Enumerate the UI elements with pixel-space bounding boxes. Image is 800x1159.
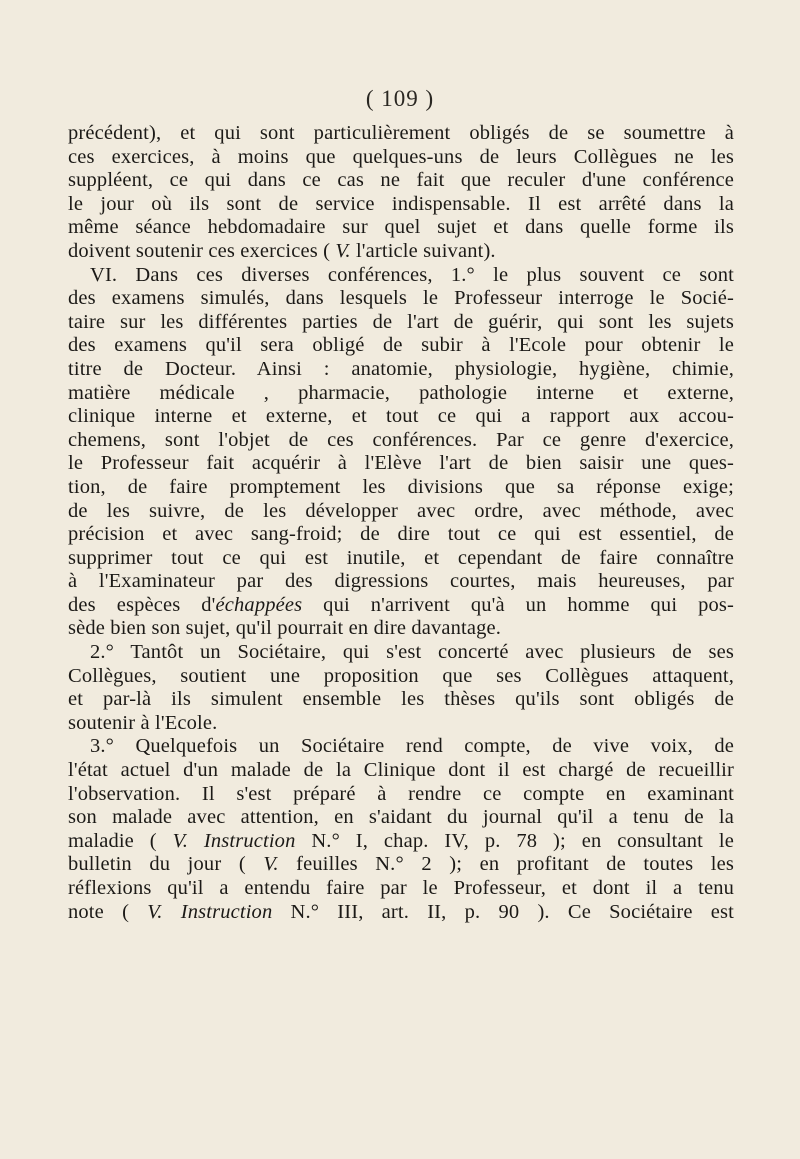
- body-text: [68, 122, 734, 924]
- text-line: maladie ( V. Instruction N.° I, chap. IV, p. 78 ); en consultant le: [68, 829, 734, 852]
- reference-title: Instruction: [180, 900, 273, 923]
- text-line: des examens qu'il sera obligé de subir à l'Ecole pour obtenir le: [68, 334, 734, 357]
- text-line: tion, de faire promptement les divisions que sa réponse exige;: [68, 475, 734, 498]
- text-line: des examens simulés, dans lesquels le Professeur interroge le Socié-: [68, 287, 734, 310]
- text-line: 2.° Tantôt un Sociétaire, qui s'est concerté avec plusieurs de ses: [90, 641, 734, 664]
- text-line: même séance hebdomadaire sur quel sujet et dans quelle forme ils: [68, 216, 734, 239]
- text-line: matière médicale , pharmacie, pathologie interne et externe,: [68, 381, 734, 404]
- text-line: réflexions qu'il a entendu faire par le Professeur, et dont il a tenu: [68, 877, 734, 899]
- text-line: titre de Docteur. Ainsi : anatomie, physiologie, hygiène, chimie,: [68, 357, 734, 380]
- text-line: le Professeur fait acquérir à l'Elève l'art de bien saisir une ques-: [68, 452, 734, 475]
- text-line: ces exercices, à moins que quelques-uns de leurs Collègues ne les: [68, 145, 734, 168]
- text-line: à l'Examinateur par des digressions courtes, mais heureuses, par: [68, 570, 734, 593]
- italic-term: échappées: [215, 593, 303, 616]
- text-line: bulletin du jour ( V. feuilles N.° 2 ); en profitant de toutes les: [68, 853, 734, 876]
- text-line: suppléent, ce qui dans ce cas ne fait que reculer d'une conférence: [68, 169, 734, 192]
- text-line: chemens, sont l'objet de ces conférences. Par ce genre d'exercice,: [68, 428, 734, 451]
- text-line: soutenir à l'Ecole.: [68, 711, 218, 734]
- text-line: de les suivre, de les développer avec ordre, avec méthode, avec: [68, 499, 734, 522]
- text-line: son malade avec attention, en s'aidant du journal qu'il a tenu de la: [68, 806, 734, 829]
- reference-abbrev: V.: [172, 829, 188, 852]
- text-line: l'état actuel d'un malade de la Clinique dont il est chargé de recueillir: [68, 759, 734, 782]
- text-line: le jour où ils sont de service indispensable. Il est arrêté dans la: [68, 192, 734, 215]
- text-line: doivent soutenir ces exercices ( V. l'article suivant).: [68, 239, 496, 262]
- text-line: supprimer tout ce qui est inutile, et cependant de faire connaître: [68, 546, 734, 569]
- page-number: ( 109 ): [365, 86, 435, 111]
- text-line: note ( V. Instruction N.° III, art. II, p. 90 ). Ce Sociétaire est: [68, 900, 734, 923]
- text-line: l'observation. Il s'est préparé à rendre ce compte en examinant: [68, 782, 734, 805]
- text-line: sède bien son sujet, qu'il pourrait en dire davantage.: [68, 617, 502, 640]
- text-line: des espèces d'échappées qui n'arrivent qu'à un homme qui pos-: [68, 593, 734, 616]
- text-line: clinique interne et externe, et tout ce qui a rapport aux accou-: [68, 405, 734, 428]
- text-line: précédent), et qui sont particulièrement obligés de se soumettre à: [68, 122, 734, 144]
- text-line: précision et avec sang-froid; de dire tout ce qui est essentiel, de: [68, 523, 734, 546]
- text-line: et par-là ils simulent ensemble les thèses qu'ils sont obligés de: [68, 688, 734, 711]
- reference-abbrev: V.: [147, 900, 163, 923]
- text-line: VI. Dans ces diverses conférences, 1.° le plus souvent ce sont: [90, 263, 734, 286]
- reference-abbrev: V.: [263, 853, 279, 876]
- reference-title: Instruction: [203, 829, 296, 852]
- text-line: Collègues, soutient une proposition que ses Collègues attaquent,: [68, 664, 734, 687]
- text-line: taire sur les différentes parties de l'art de guérir, qui sont les sujets: [68, 310, 734, 333]
- text-line: 3.° Quelquefois un Sociétaire rend compte, de vive voix, de: [90, 735, 734, 758]
- reference-abbrev: V.: [335, 239, 351, 262]
